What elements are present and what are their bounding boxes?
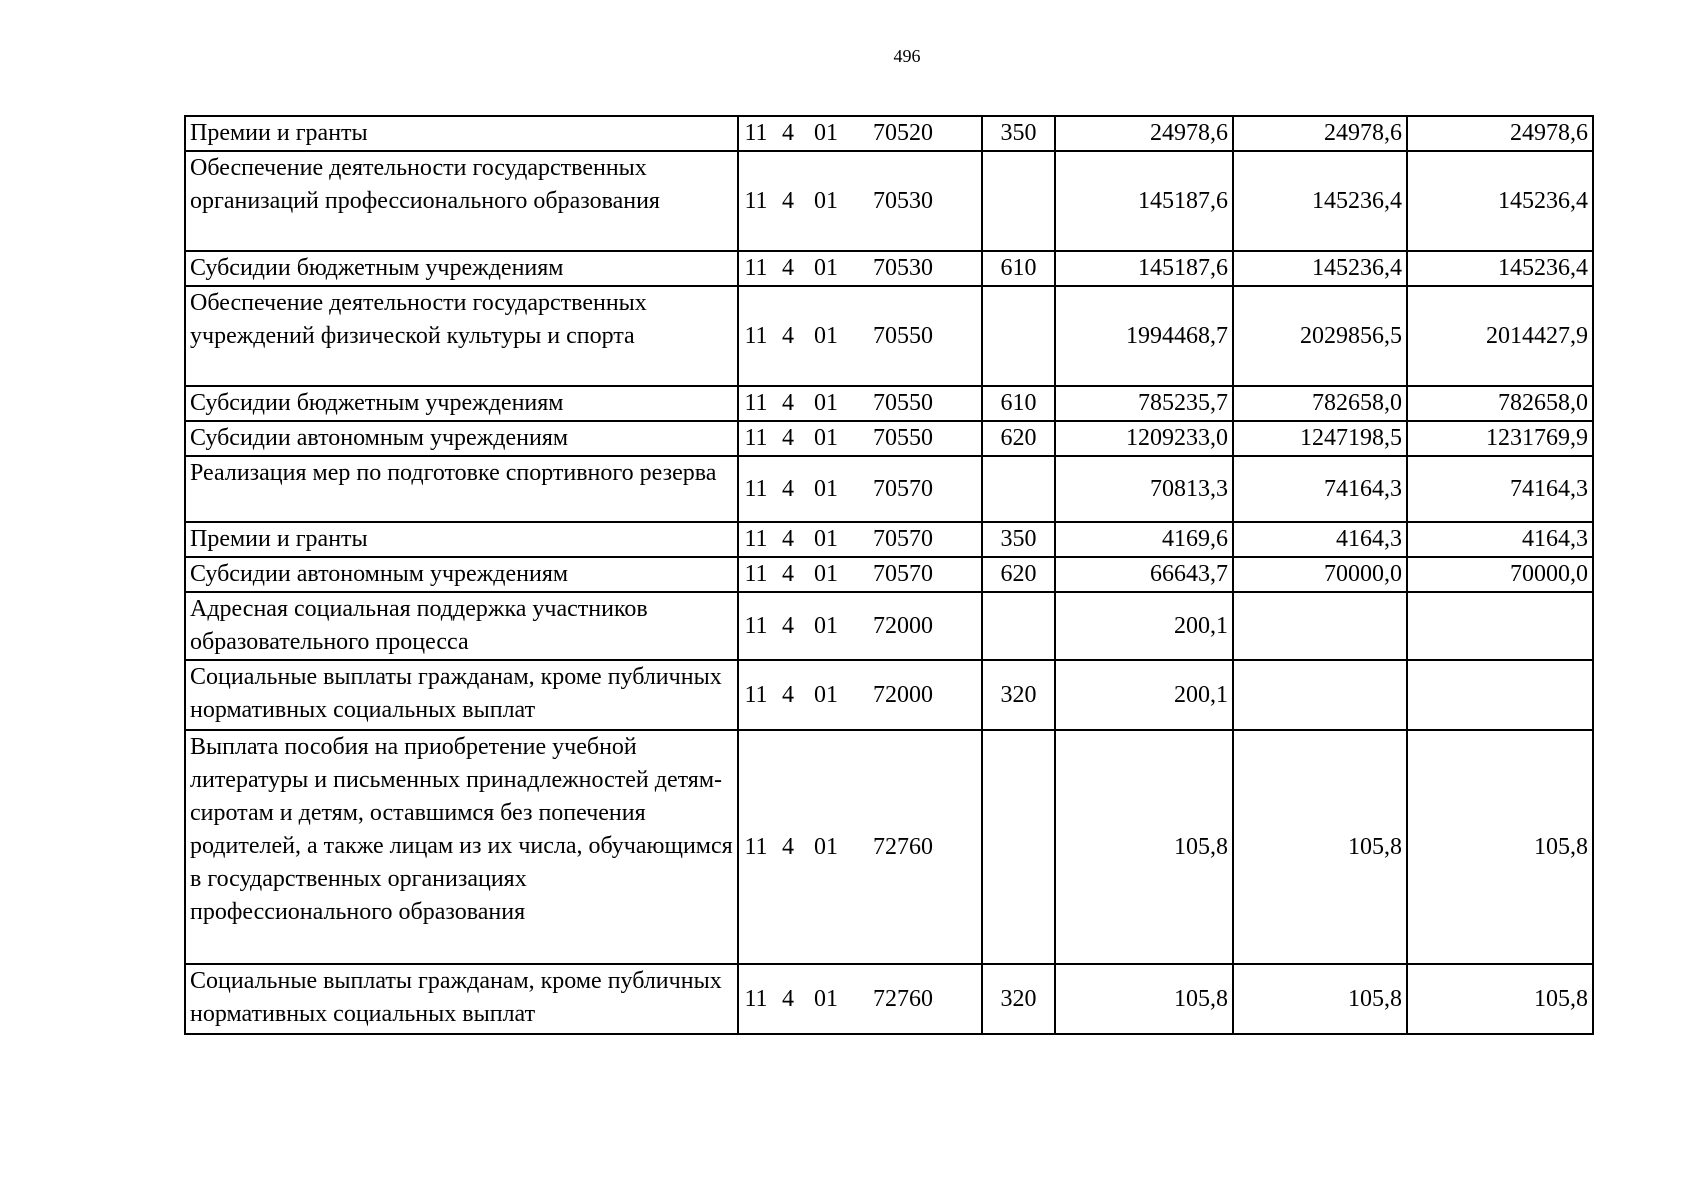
- program-code: 01: [814, 526, 838, 552]
- direction-code: 70550: [873, 322, 933, 349]
- amount-year-2: [1233, 592, 1407, 660]
- subsection-code: 4: [782, 322, 794, 349]
- amount-year-2: 4164,3: [1233, 522, 1407, 557]
- amount-year-3: 145236,4: [1407, 151, 1593, 251]
- table-row: [185, 456, 1593, 522]
- subsection-code: 4: [782, 475, 794, 502]
- amount-year-2: 145236,4: [1233, 151, 1407, 251]
- amount-year-3: 74164,3: [1407, 456, 1593, 522]
- program-code: 01: [814, 681, 838, 708]
- subsection-code: 4: [782, 255, 794, 281]
- subsection-code: 4: [782, 390, 794, 416]
- program-code: 01: [814, 561, 838, 587]
- amount-year-3: 24978,6: [1407, 116, 1593, 151]
- amount-year-2: 1247198,5: [1233, 421, 1407, 456]
- section-code: 11: [744, 475, 768, 502]
- row-name: Субсидии автономным учреждениям: [185, 557, 738, 592]
- row-name: Субсидии автономным учреждениям: [185, 421, 738, 456]
- row-code: [738, 730, 982, 964]
- program-code: 01: [814, 475, 838, 502]
- table-row: [185, 286, 1593, 386]
- amount-year-3: 2014427,9: [1407, 286, 1593, 386]
- amount-year-3: 105,8: [1407, 964, 1593, 1034]
- expense-type-code: 350: [982, 522, 1055, 557]
- row-code: [738, 964, 982, 1034]
- program-code: 01: [814, 390, 838, 416]
- program-code: 01: [814, 255, 838, 281]
- table-row: [185, 592, 1593, 660]
- amount-year-3: [1407, 592, 1593, 660]
- row-name: Субсидии бюджетным учреждениям: [185, 251, 738, 286]
- row-code: [738, 386, 982, 421]
- row-code: [738, 557, 982, 592]
- expense-type-code: [982, 592, 1055, 660]
- row-name: Адресная социальная поддержка участников образовательного процесса: [185, 592, 738, 660]
- program-code: 01: [814, 985, 838, 1012]
- direction-code: 72000: [873, 681, 933, 708]
- amount-year-2: 782658,0: [1233, 386, 1407, 421]
- subsection-code: 4: [782, 681, 794, 708]
- expense-type-code: 610: [982, 386, 1055, 421]
- amount-year-2: 70000,0: [1233, 557, 1407, 592]
- program-code: 01: [814, 425, 838, 451]
- direction-code: 70570: [873, 526, 933, 552]
- amount-year-3: 782658,0: [1407, 386, 1593, 421]
- expense-type-code: [982, 286, 1055, 386]
- row-code: [738, 251, 982, 286]
- program-code: 01: [814, 833, 838, 860]
- table-row: [185, 660, 1593, 730]
- table-row: [185, 964, 1593, 1034]
- row-code: [738, 116, 982, 151]
- subsection-code: 4: [782, 561, 794, 587]
- direction-code: 72000: [873, 612, 933, 639]
- amount-year-2: [1233, 660, 1407, 730]
- subsection-code: 4: [782, 526, 794, 552]
- section-code: 11: [744, 187, 768, 214]
- amount-year-1: 70813,3: [1055, 456, 1233, 522]
- program-code: 01: [814, 187, 838, 214]
- direction-code: 70550: [873, 390, 933, 416]
- row-name: Социальные выплаты гражданам, кроме публичных нормативных социальных выплат: [185, 660, 738, 730]
- budget-table: [184, 115, 1594, 1035]
- amount-year-1: 24978,6: [1055, 116, 1233, 151]
- row-name: Субсидии бюджетным учреждениям: [185, 386, 738, 421]
- row-name: Премии и гранты: [185, 116, 738, 151]
- amount-year-3: 105,8: [1407, 730, 1593, 964]
- section-code: 11: [744, 561, 768, 587]
- expense-type-code: 320: [982, 660, 1055, 730]
- direction-code: 70530: [873, 187, 933, 214]
- section-code: 11: [744, 833, 768, 860]
- table-row: [185, 522, 1593, 557]
- amount-year-1: 4169,6: [1055, 522, 1233, 557]
- page-number: 496: [893, 46, 921, 66]
- expense-type-code: 620: [982, 557, 1055, 592]
- expense-type-code: 620: [982, 421, 1055, 456]
- row-name: Обеспечение деятельности государственных учреждений физической культуры и спорта: [185, 286, 738, 386]
- expense-type-code: 320: [982, 964, 1055, 1034]
- table-row: [185, 557, 1593, 592]
- amount-year-1: 200,1: [1055, 660, 1233, 730]
- row-name: Реализация мер по подготовке спортивного резерва: [185, 456, 738, 522]
- amount-year-3: 1231769,9: [1407, 421, 1593, 456]
- subsection-code: 4: [782, 425, 794, 451]
- row-name: Премии и гранты: [185, 522, 738, 557]
- subsection-code: 4: [782, 120, 794, 146]
- row-name: Обеспечение деятельности государственных организаций профессионального образования: [185, 151, 738, 251]
- expense-type-code: [982, 456, 1055, 522]
- row-code: [738, 286, 982, 386]
- section-code: 11: [744, 255, 768, 281]
- direction-code: 70570: [873, 561, 933, 587]
- table-row: [185, 730, 1593, 964]
- row-code: [738, 592, 982, 660]
- amount-year-1: 145187,6: [1055, 251, 1233, 286]
- table-row: [185, 251, 1593, 286]
- amount-year-2: 74164,3: [1233, 456, 1407, 522]
- amount-year-1: 200,1: [1055, 592, 1233, 660]
- row-code: [738, 151, 982, 251]
- subsection-code: 4: [782, 187, 794, 214]
- table-body: [185, 116, 1593, 1034]
- direction-code: 70570: [873, 475, 933, 502]
- amount-year-2: 105,8: [1233, 730, 1407, 964]
- amount-year-2: 105,8: [1233, 964, 1407, 1034]
- table-row: [185, 116, 1593, 151]
- amount-year-3: 4164,3: [1407, 522, 1593, 557]
- amount-year-1: 1994468,7: [1055, 286, 1233, 386]
- amount-year-2: 145236,4: [1233, 251, 1407, 286]
- amount-year-1: 105,8: [1055, 730, 1233, 964]
- section-code: 11: [744, 322, 768, 349]
- row-code: [738, 522, 982, 557]
- amount-year-1: 105,8: [1055, 964, 1233, 1034]
- expense-type-code: 350: [982, 116, 1055, 151]
- expense-type-code: [982, 151, 1055, 251]
- amount-year-1: 66643,7: [1055, 557, 1233, 592]
- row-code: [738, 660, 982, 730]
- amount-year-1: 785235,7: [1055, 386, 1233, 421]
- amount-year-3: 145236,4: [1407, 251, 1593, 286]
- program-code: 01: [814, 120, 838, 146]
- amount-year-3: [1407, 660, 1593, 730]
- amount-year-2: 2029856,5: [1233, 286, 1407, 386]
- direction-code: 72760: [873, 833, 933, 860]
- row-name: Социальные выплаты гражданам, кроме публичных нормативных социальных выплат: [185, 964, 738, 1034]
- section-code: 11: [744, 612, 768, 639]
- direction-code: 70530: [873, 255, 933, 281]
- program-code: 01: [814, 612, 838, 639]
- direction-code: 72760: [873, 985, 933, 1012]
- direction-code: 70550: [873, 425, 933, 451]
- row-code: [738, 456, 982, 522]
- expense-type-code: [982, 730, 1055, 964]
- section-code: 11: [744, 985, 768, 1012]
- amount-year-1: 145187,6: [1055, 151, 1233, 251]
- subsection-code: 4: [782, 833, 794, 860]
- subsection-code: 4: [782, 985, 794, 1012]
- expense-type-code: 610: [982, 251, 1055, 286]
- direction-code: 70520: [873, 120, 933, 146]
- amount-year-1: 1209233,0: [1055, 421, 1233, 456]
- table-row: [185, 151, 1593, 251]
- amount-year-2: 24978,6: [1233, 116, 1407, 151]
- subsection-code: 4: [782, 612, 794, 639]
- section-code: 11: [744, 120, 768, 146]
- amount-year-3: 70000,0: [1407, 557, 1593, 592]
- table-row: [185, 386, 1593, 421]
- section-code: 11: [744, 526, 768, 552]
- row-code: [738, 421, 982, 456]
- program-code: 01: [814, 322, 838, 349]
- row-name: Выплата пособия на приобретение учебной литературы и письменных принадлежностей детям-сиротам и детям, оставшимся без попечения родителей, а также лицам из их числа, обучающимся в государственных организациях профессионального образования: [185, 730, 738, 964]
- table-row: [185, 421, 1593, 456]
- section-code: 11: [744, 681, 768, 708]
- section-code: 11: [744, 390, 768, 416]
- section-code: 11: [744, 425, 768, 451]
